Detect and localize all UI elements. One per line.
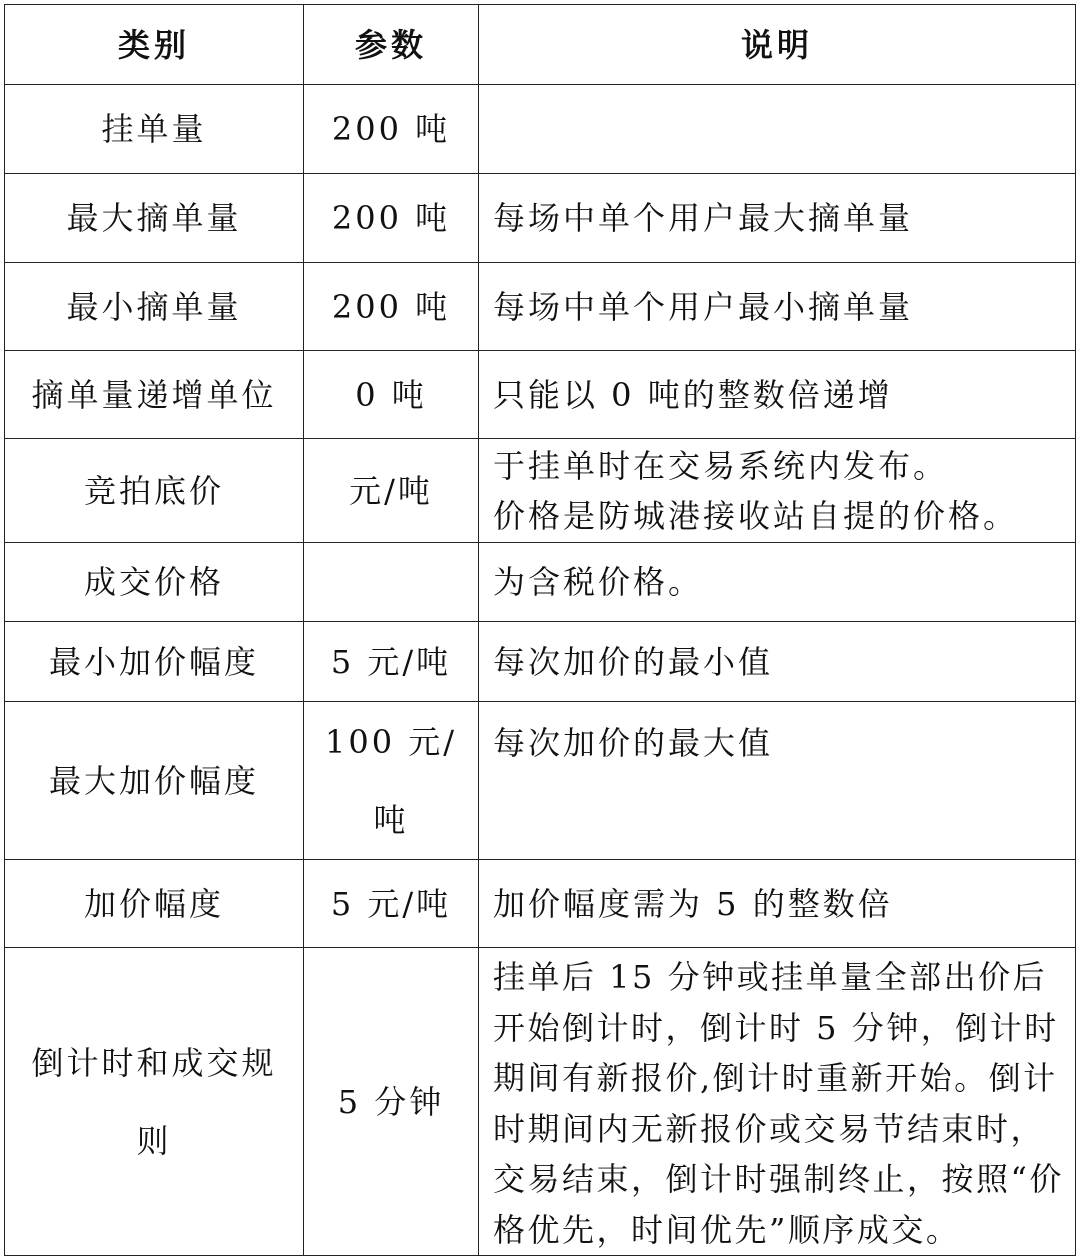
header-category: 类别 [5, 5, 304, 85]
table-row [5, 85, 1076, 174]
row-param [304, 860, 479, 948]
desc-text: 开始倒计时，倒计时 5 分钟，倒计时 [493, 1008, 1059, 1047]
row-desc [479, 174, 1076, 263]
param-text: 100 元/ [324, 722, 458, 761]
param-text: 元/吨 [349, 471, 433, 510]
desc-text: 格优先，时间优先”顺序成交。 [493, 1210, 961, 1249]
desc-text: 价格是防城港接收站自提的价格。 [493, 496, 1019, 535]
desc-text: 只能以 0 吨的整数倍递增 [493, 375, 893, 414]
row-category [5, 622, 304, 702]
header-desc: 说明 [479, 5, 1076, 85]
row-desc [479, 543, 1076, 622]
table-row [5, 263, 1076, 351]
parameter-table [4, 4, 1076, 1256]
table-row [5, 439, 1076, 543]
row-category [5, 543, 304, 622]
category-text: 最大加价幅度 [48, 761, 259, 800]
row-desc [479, 351, 1076, 439]
category-text: 挂单量 [101, 110, 207, 148]
row-desc [479, 439, 1076, 543]
param-text: 0 吨 [355, 375, 427, 414]
row-desc [479, 263, 1076, 351]
category-text: 加价幅度 [83, 884, 224, 923]
category-text: 最小加价幅度 [48, 642, 259, 681]
row-param [304, 439, 479, 543]
row-category [5, 174, 304, 263]
table-row [5, 702, 1076, 860]
row-param [304, 702, 479, 860]
desc-text: 期间有新报价,倒计时重新开始。倒计 [493, 1059, 1058, 1097]
row-category [5, 702, 304, 860]
row-param [304, 85, 479, 174]
param-text: 5 分钟 [337, 1082, 445, 1121]
row-desc [479, 702, 1076, 860]
row-desc [479, 948, 1076, 1256]
param-text: 5 元/吨 [330, 884, 452, 923]
row-param [304, 543, 479, 622]
param-text: 200 吨 [331, 287, 451, 326]
desc-text: 每次加价的最大值 [493, 724, 774, 762]
header-param: 参数 [304, 5, 479, 85]
desc-text: 为含税价格。 [493, 563, 704, 601]
desc-text: 于挂单时在交易系统内发布。 [493, 446, 949, 485]
table-header-row [5, 5, 1076, 85]
param-text: 200 吨 [331, 199, 451, 237]
row-param [304, 263, 479, 351]
category-text: 竞拍底价 [83, 471, 224, 510]
table-row [5, 543, 1076, 622]
row-param [304, 351, 479, 439]
table-row [5, 622, 1076, 702]
desc-text: 挂单后 15 分钟或挂单量全部出价后 [493, 958, 1048, 996]
category-text: 最小摘单量 [66, 287, 242, 326]
param-text: 5 元/吨 [330, 642, 452, 681]
category-text: 成交价格 [83, 563, 224, 601]
param-text: 吨 [373, 800, 409, 839]
desc-text: 每场中单个用户最小摘单量 [493, 287, 914, 326]
table-row [5, 948, 1076, 1256]
row-desc [479, 622, 1076, 702]
category-text: 倒计时和成交规 [31, 1043, 277, 1082]
row-desc [479, 860, 1076, 948]
table-row [5, 174, 1076, 263]
row-desc [479, 85, 1076, 174]
row-category [5, 85, 304, 174]
category-text: 摘单量递增单位 [31, 375, 277, 414]
category-text: 则 [136, 1121, 172, 1160]
table-row [5, 860, 1076, 948]
row-category [5, 439, 304, 543]
row-param [304, 948, 479, 1256]
desc-text: 每场中单个用户最大摘单量 [493, 199, 914, 237]
desc-text: 每次加价的最小值 [493, 642, 774, 681]
row-category [5, 351, 304, 439]
table-row [5, 351, 1076, 439]
desc-text: 交易结束，倒计时强制终止，按照“价 [493, 1160, 1064, 1198]
row-param [304, 622, 479, 702]
desc-text: 加价幅度需为 5 的整数倍 [493, 884, 893, 923]
category-text: 最大摘单量 [66, 199, 242, 237]
row-category [5, 948, 304, 1256]
row-category [5, 860, 304, 948]
row-param [304, 174, 479, 263]
param-text: 200 吨 [331, 110, 451, 148]
row-category [5, 263, 304, 351]
desc-text: 时期间内无新报价或交易节结束时， [493, 1109, 1046, 1148]
